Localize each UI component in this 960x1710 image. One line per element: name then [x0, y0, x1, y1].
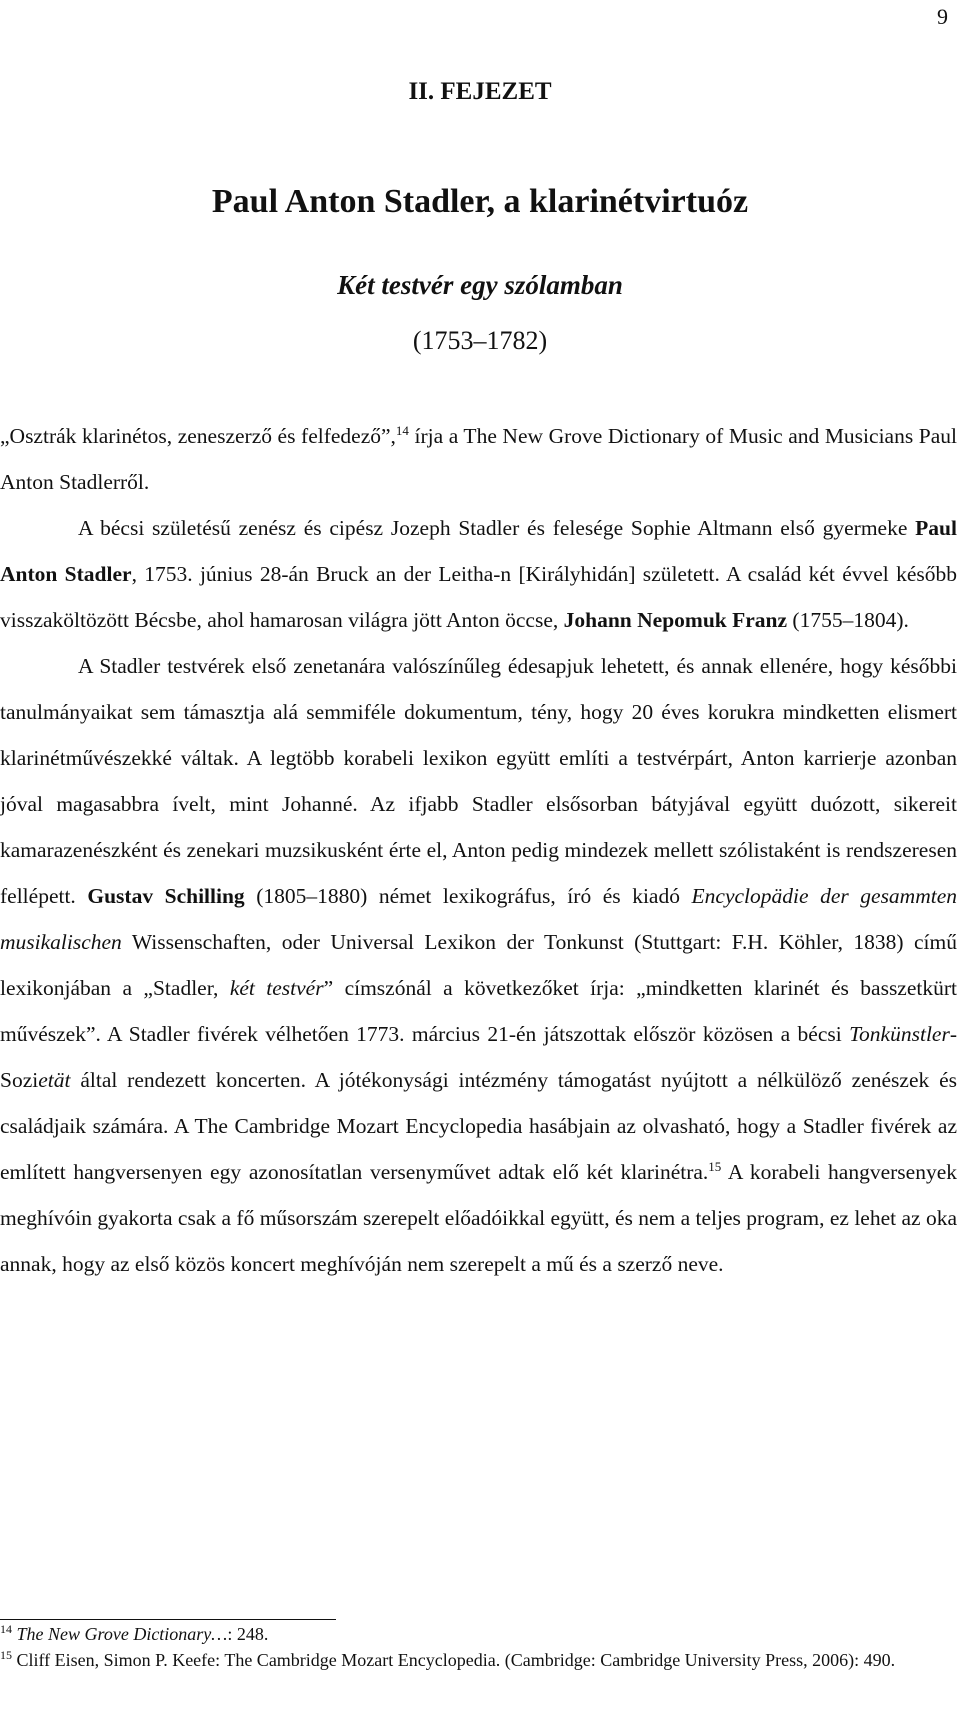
paragraph: „Osztrák klarinétos, zeneszerző és felfedező”,$^{14}$ írja a The New Grove Dictionary of Music and Musicians Paul Anton Stadlerről.	[0, 422, 957, 494]
page-number: 9	[937, 4, 948, 29]
footnote-separator	[0, 1619, 336, 1620]
chapter-subtitle: Két testvér egy szólamban	[337, 270, 623, 300]
footnote-ref[interactable]: 14	[395, 422, 409, 438]
chapter-title: Paul Anton Stadler, a klarinétvirtuóz	[211, 183, 749, 220]
paragraph: A Stadler testvérek első zenetanára valószínűleg édesapjuk lehetett, és annak ellenére, hogy későbbi tanulmányaikat sem támasztja alá semmiféle dokumentum, tény, hogy 20 éves korukra mindketten elismert klarinétművészekké váltak. A legtöbb korabeli lexikon együtt említi a testvérpárt, Anton karrierje azonban jóval magasabbra ívelt, mint Johanné. Az ifjabb Stadler elsősorban bátyjával együtt duózott, sikereit kamarazenészként és zenekari muzsikusként érte el, Anton pedig mindezek mellett szólistaként is rendszeresen fellépett. Gustav Schilling (1805–1880) német lexikográfus, író és kiadó Encyclopädie der gesammten musikalischen Wissenschaften, oder Universal Lexikon der Tonkunst (Stuttgart: F.H. Köhler, 1838) című lexikonjában a „Stadler, két testvér” címszónál a következőket írja: „mindketten klarinét és basszetkürt művészek”. A Stadler fivérek vélhetően 1773. március 21-én játszottak először közösen a bécsi Tonkünstler-Sozietät által rendezett koncerten. A jótékonysági intézmény támogatást nyújtott a nélkülöző zenészek és családjaik számára. A The Cambridge Mozart Encyclopedia hasábjain az olvasható, hogy a Stadler fivérek az említett hangversenyen egy azonosítatlan versenyművet adtak elő két klarinétra.$^{15}$ A korabeli hangversenyek meghívóin gyakorta csak a fő műsorszám szerepelt előadóikkal együtt, és nem a teljes program, ez lehet az oka annak, hogy az első közös koncert meghívóján nem szerepelt a mű és a szerző neve.	[0, 654, 957, 1276]
chapter-years: (1753–1782)	[412, 326, 548, 355]
body-text	[0, 413, 957, 1287]
chapter-heading: II. FEJEZET	[408, 78, 552, 105]
footnote: $^{15}$ Cliff Eisen, Simon P. Keefe: The Cambridge Mozart Encyclopedia. (Cambridge: Cambridge University Press, 2006): 490.	[0, 1648, 896, 1670]
footnote: $^{14}$ The New Grove Dictionary…: 248.	[0, 1622, 269, 1644]
footnote-ref[interactable]: 15	[708, 1158, 722, 1174]
paragraph: A bécsi születésű zenész és cipész Jozeph Stadler és felesége Sophie Altmann első gyermeke Paul Anton Stadler, 1753. június 28-án Bruck an der Leitha-n [Királyhidán] született. A család két évvel később visszaköltözött Bécsbe, ahol hamarosan világra jött Anton öccse, Johann Nepomuk Franz (1755–1804).	[0, 516, 958, 632]
